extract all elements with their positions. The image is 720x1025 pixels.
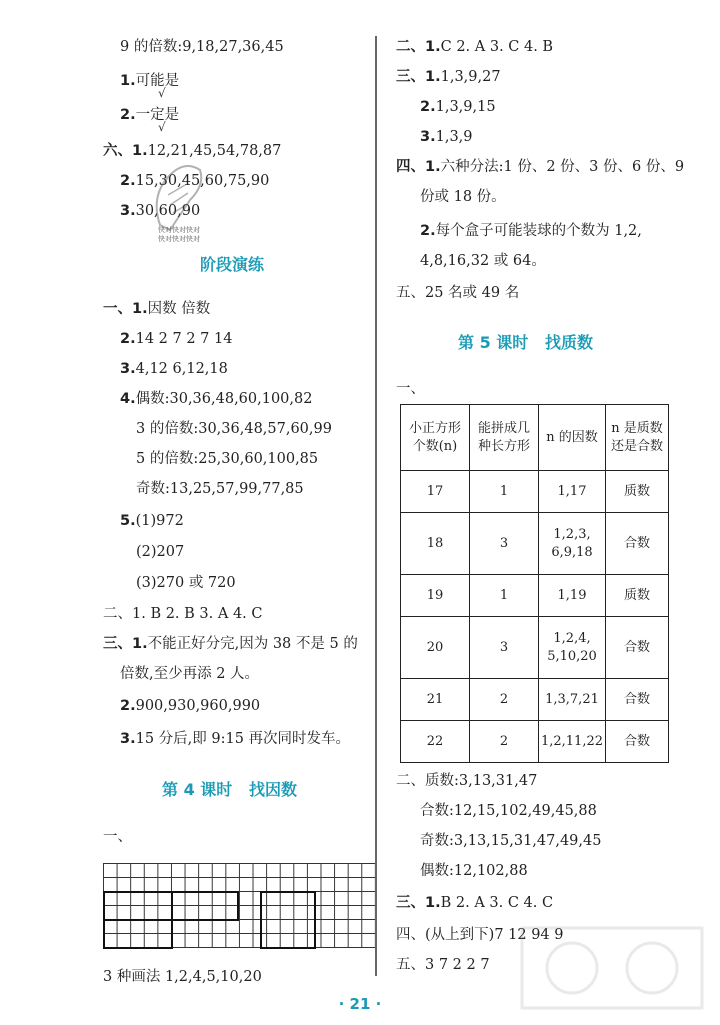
- table-row: [401, 471, 669, 513]
- practice-line: 一、1.因数 倍数: [103, 301, 211, 317]
- right-after-line: 三、1.B 2. A 3. C 4. C: [396, 895, 554, 911]
- practice-line: 奇数:13,25,57,99,77,85: [136, 481, 304, 497]
- cell-type: 合数: [606, 617, 669, 679]
- cell-type: 合数: [606, 513, 669, 575]
- cell-n: 17: [401, 471, 470, 513]
- cell-n: 21: [401, 679, 470, 721]
- lesson5-q1: 一、: [396, 381, 425, 397]
- table-header-row: [401, 405, 669, 471]
- practice-line: 5.(1)972: [120, 513, 184, 529]
- cell-n: 20: [401, 617, 470, 679]
- cell-n: 22: [401, 721, 470, 763]
- right-after-line: 四、(从上到下)7 12 94 9: [396, 927, 564, 943]
- rect-4x5: [260, 891, 316, 949]
- prime-table: [400, 404, 669, 763]
- practice-line: 二、1. B 2. B 3. A 4. C: [103, 606, 263, 622]
- lesson4-title: 第 4 课时 找因数: [162, 780, 298, 799]
- right-line: 2.每个盒子可能装球的个数为 1,2,: [420, 223, 642, 239]
- cell-factors: 1,3,7,21: [539, 679, 606, 721]
- drawings-answer: 3 种画法 1,2,4,5,10,20: [103, 969, 262, 985]
- practice-line: 倍数,至少再添 2 人。: [120, 666, 260, 682]
- practice-line: 三、1.不能正好分完,因为 38 不是 5 的: [103, 636, 358, 652]
- line-maybe: 1.可能是: [120, 73, 180, 89]
- cell-count: 2: [470, 679, 539, 721]
- practice-line: (3)270 或 720: [136, 575, 236, 591]
- practice-line: 3.15 分后,即 9:15 再次同时发车。: [120, 731, 351, 747]
- cell-type: 合数: [606, 679, 669, 721]
- stamp-text: 快对快对快对 快对快对快对: [158, 226, 200, 243]
- table-row: [401, 679, 669, 721]
- right-line: 五、25 名或 49 名: [396, 285, 520, 301]
- line-six-1: 六、1.12,21,45,54,78,87: [103, 143, 282, 159]
- header-cell: n 的因数: [539, 405, 606, 471]
- page-number: · 21 ·: [338, 995, 382, 1013]
- table-row: [401, 721, 669, 763]
- lesson5-title: 第 5 课时 找质数: [458, 333, 594, 352]
- cell-factors: 1,2,11,22: [539, 721, 606, 763]
- line-9-multiples: 9 的倍数:9,18,27,36,45: [120, 39, 284, 55]
- right-after-line: 二、质数:3,13,31,47: [396, 773, 538, 789]
- cell-type: 合数: [606, 721, 669, 763]
- check-mark-icon: √: [158, 86, 166, 100]
- table-row: [401, 617, 669, 679]
- line-six-2: 2.15,30,45,60,75,90: [120, 173, 270, 189]
- practice-line: 3.4,12 6,12,18: [120, 361, 228, 377]
- header-cell: 能拼成几 种长方形: [470, 405, 539, 471]
- right-line: 三、1.1,3,9,27: [396, 69, 501, 85]
- practice-line: 3 的倍数:30,36,48,57,60,99: [136, 421, 332, 437]
- column-divider: [375, 36, 377, 976]
- cell-count: 1: [470, 575, 539, 617]
- rect-2x10: [103, 891, 173, 949]
- cell-type: 质数: [606, 575, 669, 617]
- practice-line: 5 的倍数:25,30,60,100,85: [136, 451, 319, 467]
- right-after-line: 五、3 7 2 2 7: [396, 957, 490, 973]
- practice-line: 2.900,930,960,990: [120, 698, 261, 714]
- check-mark-icon: √: [158, 120, 166, 134]
- cell-count: 3: [470, 617, 539, 679]
- section-title-practice: 阶段演练: [200, 255, 265, 274]
- header-cell: 小正方形 个数(n): [401, 405, 470, 471]
- right-line: 4,8,16,32 或 64。: [420, 253, 546, 269]
- cell-factors: 1,2,4, 5,10,20: [539, 617, 606, 679]
- line-six-3: 3.30,60,90: [120, 203, 201, 219]
- cell-type: 质数: [606, 471, 669, 513]
- cell-count: 3: [470, 513, 539, 575]
- cell-count: 1: [470, 471, 539, 513]
- right-line: 二、1.C 2. A 3. C 4. B: [396, 39, 554, 55]
- cell-count: 2: [470, 721, 539, 763]
- right-after-line: 奇数:3,13,15,31,47,49,45: [420, 833, 602, 849]
- right-after-line: 偶数:12,102,88: [420, 863, 528, 879]
- right-line: 份或 18 份。: [420, 189, 506, 205]
- header-cell: n 是质数 还是合数: [606, 405, 669, 471]
- right-after-line: 合数:12,15,102,49,45,88: [420, 803, 597, 819]
- cell-factors: 1,2,3, 6,9,18: [539, 513, 606, 575]
- practice-line: 4.偶数:30,36,48,60,100,82: [120, 391, 313, 407]
- right-line: 2.1,3,9,15: [420, 99, 496, 115]
- right-line: 四、1.六种分法:1 份、2 份、3 份、6 份、9: [396, 159, 685, 175]
- cell-factors: 1,19: [539, 575, 606, 617]
- cell-factors: 1,17: [539, 471, 606, 513]
- lesson4-q1: 一、: [103, 829, 132, 845]
- line-certain: 2.一定是: [120, 107, 180, 123]
- table-row: [401, 513, 669, 575]
- right-line: 3.1,3,9: [420, 129, 473, 145]
- practice-line: (2)207: [136, 544, 185, 560]
- practice-line: 2.14 2 7 2 7 14: [120, 331, 233, 347]
- table-row: [401, 575, 669, 617]
- cell-n: 19: [401, 575, 470, 617]
- cell-n: 18: [401, 513, 470, 575]
